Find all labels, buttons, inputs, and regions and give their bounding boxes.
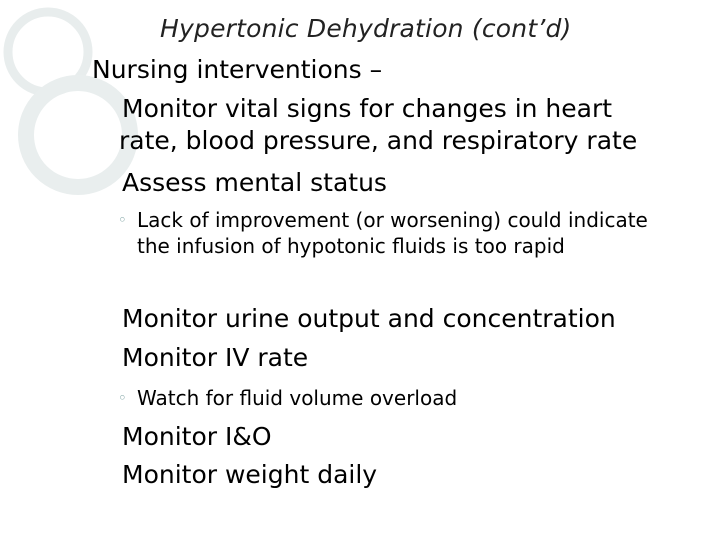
bullet-text: Monitor urine output and concentration xyxy=(122,304,616,333)
bullet-monitor-urine xyxy=(100,303,616,335)
sub-bullet-text: Lack of improvement (or worsening) could indicate the infusion of hypotonic fluids is too rapid xyxy=(137,208,648,258)
bullet-assess-mental-status xyxy=(100,167,387,199)
section-heading: Nursing interventions – xyxy=(92,55,383,84)
bullet-text: Monitor I&O xyxy=(122,422,272,451)
sub-bullet-fluid-overload xyxy=(118,385,698,411)
sub-bullet-lack-of-improvement xyxy=(118,207,678,259)
bullet-monitor-iv-rate xyxy=(100,342,308,374)
bullet-text: Monitor IV rate xyxy=(122,343,309,372)
sub-bullet-marker: ◦ xyxy=(118,211,127,229)
bullet-monitor-weight xyxy=(100,459,377,491)
sub-bullet-text: Watch for fluid volume overload xyxy=(137,386,458,410)
bullet-text: Monitor vital signs for changes in heart xyxy=(122,94,613,123)
bullet-text-continued: rate, blood pressure, and respiratory rate xyxy=(119,126,638,155)
bullet-text: Monitor weight daily xyxy=(122,460,378,489)
bullet-monitor-vitals xyxy=(100,93,637,157)
bullet-text: Assess mental status xyxy=(122,168,387,197)
sub-bullet-marker: ◦ xyxy=(118,389,127,407)
bullet-monitor-i-and-o xyxy=(100,421,272,453)
slide-title: Hypertonic Dehydration (cont’d) xyxy=(160,14,572,43)
